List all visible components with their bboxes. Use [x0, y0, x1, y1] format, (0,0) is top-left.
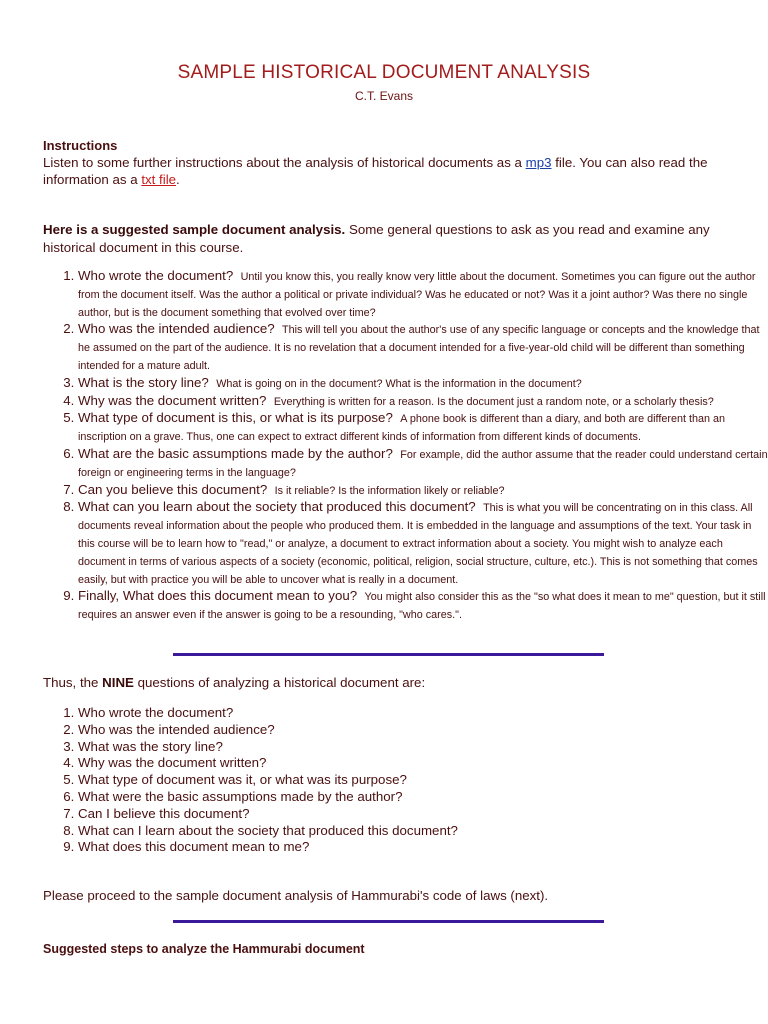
list-item: 9. What does this document mean to me? [78, 839, 458, 856]
question-item [78, 410, 768, 446]
txt-file-link[interactable]: txt file [141, 172, 177, 187]
nine-intro-bold: NINE [102, 675, 134, 690]
list-item: 3. What was the story line? [78, 739, 458, 756]
instructions-text-part: file. You can also read the information as a [43, 155, 708, 187]
page-title: SAMPLE HISTORICAL DOCUMENT ANALYSIS [177, 62, 591, 83]
question-title: Finally, What does this document mean to you? [78, 588, 358, 604]
steps-heading: Suggested steps to analyze the Hammurabi document [43, 942, 365, 956]
question-title: Who wrote the document? [78, 268, 234, 283]
instructions-text [43, 154, 733, 188]
question-detail: Everything is written for a reason. Is the document just a random note, or a scholarly thesis? [273, 395, 714, 408]
question-title: What can you learn about the society that produced this document? [78, 499, 476, 515]
list-item: 8. What can I learn about the society that produced this document? [78, 823, 458, 840]
list-item: 4. Why was the document written? [78, 755, 458, 772]
list-item: 1. Who wrote the document? [78, 705, 458, 722]
question-title: Who was the intended audience? [78, 321, 275, 337]
author-name: C.T. Evans [354, 89, 414, 103]
list-item: 2. Who was the intended audience? [78, 722, 458, 739]
question-title: What is the story line? [78, 374, 209, 390]
question-item [78, 446, 768, 482]
question-item [78, 268, 768, 321]
question-item [78, 588, 768, 624]
question-detail: You might also consider this as the "so what does it mean to me" question, but it still requires an answer even if the answer is going to be a resounding, "who cares.". [78, 591, 766, 622]
suggestion-paragraph [43, 221, 733, 256]
question-list [43, 268, 768, 624]
question-detail: A phone book is different than a diary, and both are different than an inscription on a grave. Thus, one can expect to extract different kinds of information from different kinds of documents. [78, 413, 725, 444]
list-item: 7. Can I believe this document? [78, 806, 458, 823]
question-title: What type of document is this, or what is its purpose? [78, 410, 393, 426]
question-item [78, 321, 768, 374]
question-detail: What is going on in the document? What is the information in the document? [216, 377, 582, 390]
question-title: What are the basic assumptions made by the author? [78, 445, 393, 461]
proceed-text: Please proceed to the sample document analysis of Hammurabi's code of laws (next). [43, 888, 549, 903]
question-detail: Until you know this, you really know very little about the document. Sometimes you can figure out the author from the document itself. Was the author a political or private individual? Was he educated or not? Was it a joint author? Was there no single author, but is the document something that evolved over time? [78, 271, 756, 319]
mp3-link[interactable]: mp3 [525, 155, 552, 170]
question-detail: For example, did the author assume that the reader could understand certain foreign or engineering terms in the language? [78, 448, 768, 479]
instructions-heading: Instructions [43, 138, 118, 153]
question-detail: This is what you will be concentrating on in this class. All documents reveal information about the people who produced them. It is embedded in the language and assumptions of the text. Your task in this course will be to learn how to "read," or analyze, a document to extract information about a society. You might wish to analyze each document in terms of various aspects of a society (economic, political, religion, social structure, culture, etc.). This is not something that comes easily, but with practice you will be able to uncover what is really in a document. [78, 502, 758, 586]
question-item [78, 482, 768, 500]
divider-rule [173, 653, 604, 656]
instructions-text-part: Listen to some further instructions about the analysis of historical documents as a [43, 155, 526, 170]
question-detail: This will tell you about the author's use of any specific language or concepts and the knowledge that he assumed on the part of the audience. It is no revelation that a document intended for a five-year-old child will be different than something intended for a mature adult. [78, 324, 760, 372]
nine-questions-list [43, 705, 458, 856]
list-item: 5. What type of document was it, or what was its purpose? [78, 772, 458, 789]
instructions-text-part: . [176, 172, 180, 187]
nine-questions-intro [43, 675, 733, 690]
suggestion-text: Some general questions to ask as you read and examine any historical document in this course. [43, 222, 710, 255]
suggestion-bold: Here is a suggested sample document analysis. [43, 222, 346, 237]
question-detail: Is it reliable? Is the information likely or reliable? [274, 484, 505, 497]
question-title: Why was the document written? [78, 392, 267, 408]
list-item: 6. What were the basic assumptions made by the author? [78, 789, 458, 806]
nine-intro-pre: Thus, the [43, 675, 103, 690]
nine-intro-post: questions of analyzing a historical document are: [133, 675, 426, 690]
question-item [78, 499, 768, 588]
question-item [78, 393, 768, 411]
divider-rule [173, 920, 604, 923]
question-title: Can you believe this document? [78, 481, 268, 497]
question-item [78, 375, 768, 393]
